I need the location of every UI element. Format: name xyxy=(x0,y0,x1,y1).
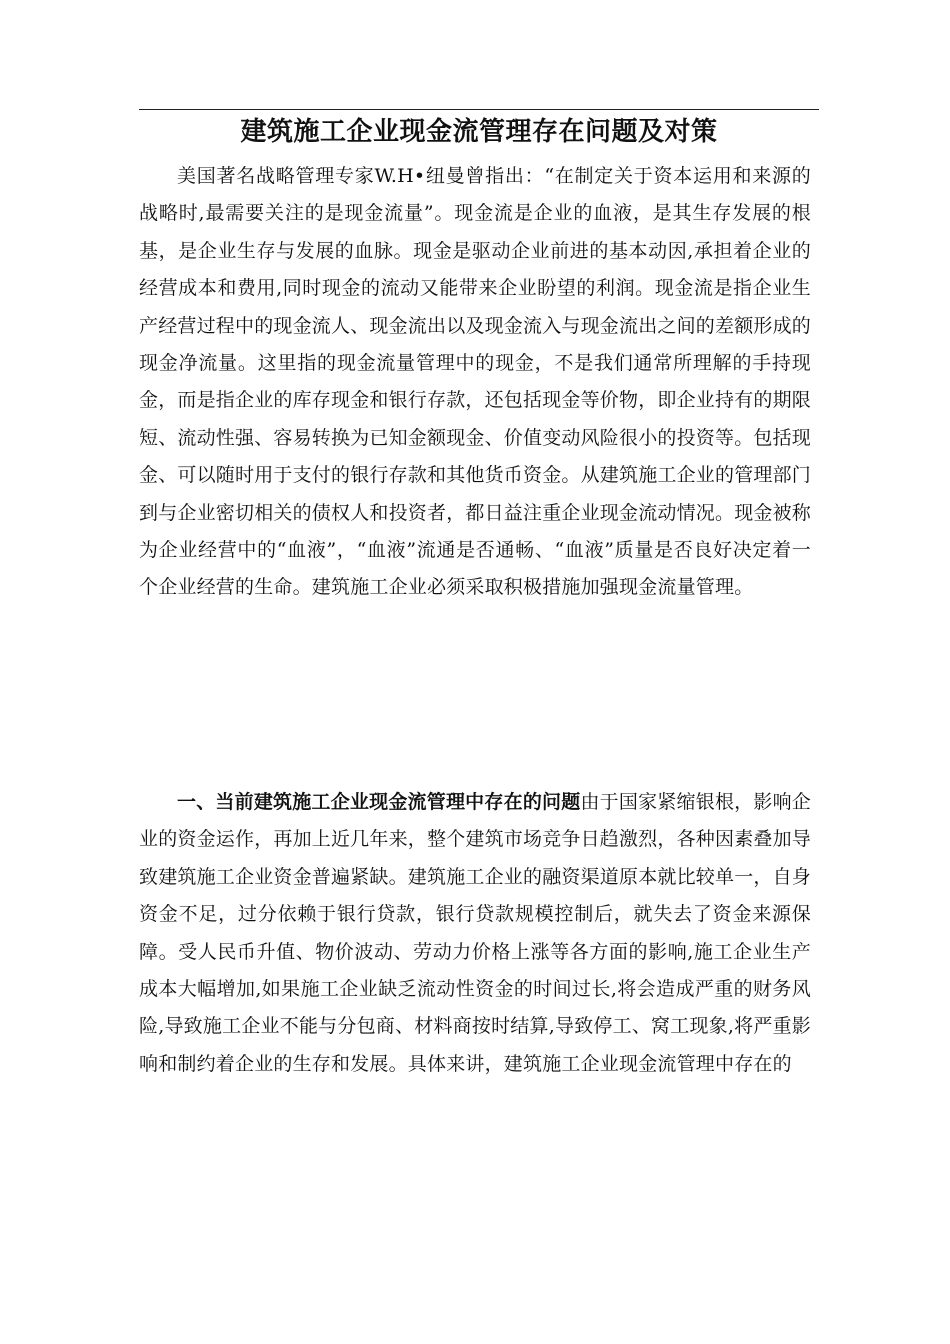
paragraph-section-1-text: 由于国家紧缩银根，影响企业的资金运作，再加上近几年来，整个建筑市场竞争日趋激烈，各种因素叠加导致建筑施工企业资金普遍紧缺。建筑施工企业的融资渠道原本就比较单一，自身资金不足，过分依赖于银行贷款，银行贷款规模控制后，就失去了资金来源保障。受人民币升值、物价波动、劳动力价格上涨等各方面的影响,施工企业生产成本大幅增加,如果施工企业缺乏流动性资金的时间过长,将会造成严重的财务风险,导致施工企业不能与分包商、材料商按时结算,导致停工、窝工现象,将严重影响和制约着企业的生存和发展。具体来讲，建筑施工企业现金流管理中存在的 xyxy=(139,791,812,1075)
header-rule xyxy=(139,109,819,110)
paragraph-intro: 美国著名战略管理专家W.H•纽曼曾指出：“在制定关于资本运用和来源的战略时,最需要关注的是现金流量”。现金流是企业的血液，是其生存发展的根基，是企业生存与发展的血脉。现金是驱动企业前进的基本动因,承担着企业的经营成本和费用,同时现金的流动又能带来企业盼望的利润。现金流是指企业生产经营过程中的现金流人、现金流出以及现金流入与现金流出之间的差额形成的现金净流量。这里指的现金流量管理中的现金，不是我们通常所理解的手持现金，而是指企业的库存现金和银行存款，还包括现金等价物，即企业持有的期限短、流动性强、容易转换为已知金额现金、价值变动风险很小的投资等。包括现金、可以随时用于支付的银行存款和其他货币资金。从建筑施工企业的管理部门到与企业密切相关的债权人和投资者，都日益注重企业现金流动情况。现金被称为企业经营中的“血液”，“血液”流通是否通畅、“血液”质量是否良好决定着一个企业经营的生命。建筑施工企业必须采取积极措施加强现金流量管理。 xyxy=(139,165,812,599)
document-title: 建筑施工企业现金流管理存在问题及对策 xyxy=(240,117,718,147)
section-heading-problems: 一、当前建筑施工企业现金流管理中存在的问题 xyxy=(177,791,581,813)
paragraph-section-1 xyxy=(139,784,811,1083)
